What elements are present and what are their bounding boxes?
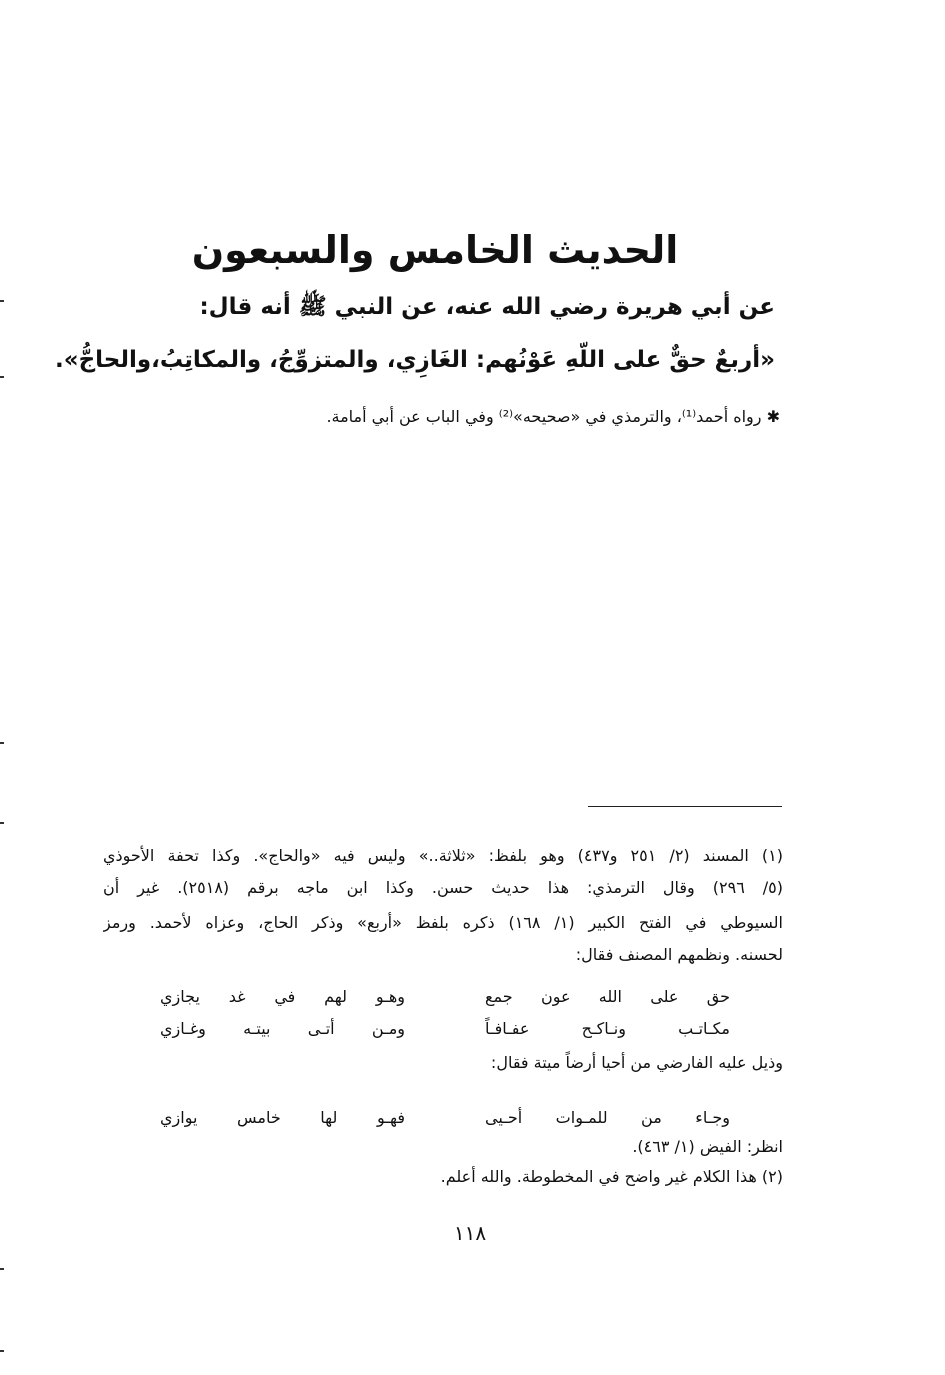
poem-1-verse-2-right: مكـاتـب ونـاكـح عفـافـاً <box>485 1019 730 1038</box>
poem-2-verse-1-left: فهـو لها خامس يوازي <box>160 1108 405 1127</box>
page-number: ١١٨ <box>453 1221 487 1245</box>
hadith-takhrij <box>326 404 780 430</box>
footnote-1-line-2: (٥/ ٢٩٦) وقال الترمذي: هذا حديث حسن. وكذا ابن ماجه برقم (٢٥١٨). غير أن <box>103 878 783 897</box>
footnote-1-line-3: السيوطي في الفتح الكبير (١/ ١٦٨) ذكره بلفظ «أربع» وذكر الحاج، وعزاه لأحمد. ورمز <box>103 913 783 932</box>
footnote-1-line-4: لحسنه. ونظمهم المصنف فقال: <box>575 945 783 964</box>
scan-mark <box>0 376 4 378</box>
scan-mark <box>0 822 4 824</box>
footnote-1-line-1: (١) المسند (٢/ ٢٥١ و٤٣٧) وهو بلفظ: «ثلاثة..» وليس فيه «والحاج». وكذا تحفة الأحوذي <box>103 846 783 865</box>
poem-2-verse-1 <box>160 1104 730 1132</box>
star-icon: ✱ <box>766 407 780 426</box>
poem-1-verse-2-left: ومـن أتـى بيتـه وغـازي <box>160 1019 405 1038</box>
poem-1-verse-1-left: وهـو لهم في غد يجازي <box>160 987 405 1006</box>
takhrij-text: رواه أحمد⁽¹⁾، والترمذي في «صحيحه»⁽²⁾ وفي الباب عن أبي أمامة. <box>326 407 762 426</box>
hadith-matn: «أربعٌ حقٌّ على اللّهِ عَوْنُهم: الغَازِي، والمتزوِّجُ، والمكاتِبُ،والحاجُّ». <box>54 347 775 373</box>
footnote-1-continued: وذيل عليه الفارضي من أحيا أرضاً ميتة فقال: <box>490 1053 783 1072</box>
poem-1-verse-2 <box>160 1015 730 1043</box>
footnote-1-reference: انظر: الفيض (١/ ٤٦٣). <box>632 1137 783 1156</box>
footnote-separator <box>588 806 782 807</box>
hadith-title: الحديث الخامس والسبعون <box>191 228 679 272</box>
scan-mark <box>0 300 4 302</box>
footnote-2: (٢) هذا الكلام غير واضح في المخطوطة. والله أعلم. <box>440 1167 783 1186</box>
scan-mark <box>0 742 4 744</box>
poem-1-verse-1 <box>160 983 730 1011</box>
poem-2-verse-1-right: وجـاء من للمـوات أحـيى <box>485 1108 730 1127</box>
poem-1-verse-1-right: حق على الله عون جمع <box>485 987 730 1006</box>
hadith-isnad: عن أبي هريرة رضي الله عنه، عن النبي ﷺ أنه قال: <box>199 294 775 320</box>
scan-mark <box>0 1268 4 1270</box>
scan-mark <box>0 1350 4 1352</box>
